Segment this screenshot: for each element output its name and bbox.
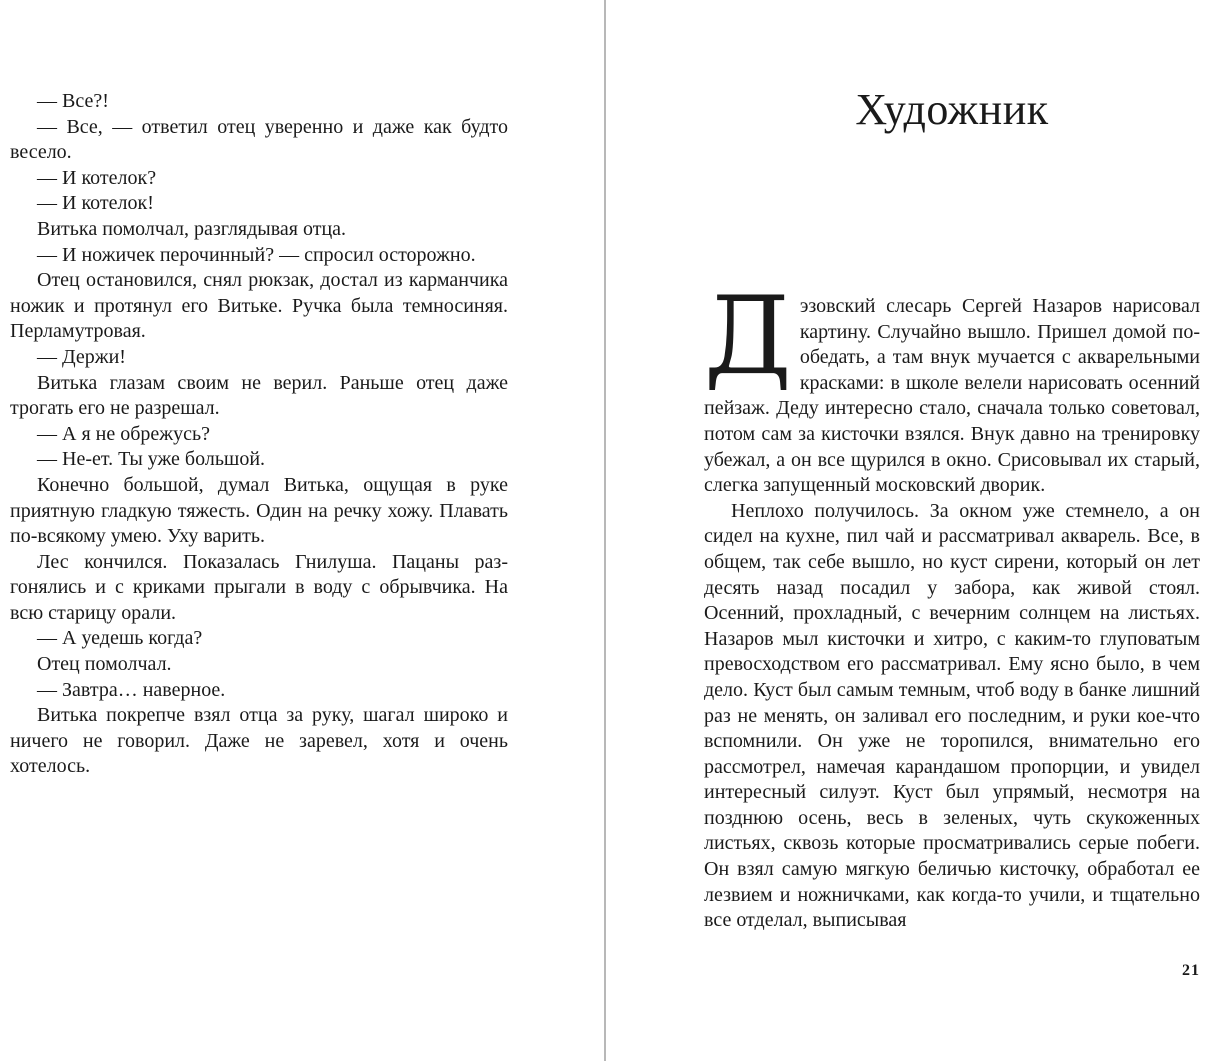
paragraph: Витька помолчал, разглядывая отца. [37,217,347,240]
first-paragraph-text: эзовский слесарь Сергей Назаров нарисовал картину. Случайно вышло. Пришел домой пообедать, а там внук мучается с акварельными красками: в школе велели нарисовать осенний пейзаж. Деду интересно стало, сначала только советовал, потом сам за кисточки взялся. Внук давно на тренировку убежал, а он все щурился в окно. Срисовывал их старый, слегка запущенный московский дворик. [704,295,1200,497]
right-page [704,0,1200,1061]
paragraph: — И котелок? [37,166,157,189]
paragraph: Витька покрепче взял отца за руку, шагал широко и ничего не говорил. Даже не заревел, хотя и очень хотелось. [10,704,508,778]
paragraph: Конечно большой, думал Витька, ощущая в руке приятную гладкую тяжесть. Один на речку хожу. Плавать по-всякому умею. Уху варить. [10,473,508,548]
paragraph: — Завтра… наверное. [37,678,226,701]
drop-cap: Д [704,274,792,399]
paragraph: — Не-ет. Ты уже большой. [37,448,266,471]
paragraph: Витька глазам своим не верил. Раньше отец даже трогать его не разрешал. [10,371,508,420]
left-page [10,0,508,1061]
paragraph: Лес кончился. Показалась Гнилуша. Пацаны разгонялись и с криками прыгали в воду с обрывчика. На всю старицу орали. [10,550,508,624]
paragraph: — И котелок! [37,192,154,215]
paragraph: — И ножичек перочинный? — спросил осторожно. [37,243,476,266]
paragraph: Отец остановился, снял рюкзак, достал из карманчика ножик и протянул его Витьке. Ручка была темносиняя. Перламутровая. [10,269,508,343]
book-gutter [604,0,606,1061]
page-number: 21 [1182,962,1200,979]
paragraph: — Все?! [37,90,109,112]
paragraph: — А я не обрежусь? [37,422,210,445]
paragraph: — Держи! [37,345,126,368]
paragraph: — А уедешь когда? [37,627,203,650]
paragraph: Неплохо получилось. За окном уже стемнело, а он сидел на кухне, пил чай и рассматривал акварель. Все, в общем, так себе вышло, но куст сирени, который он лет десять назад посадил у забора, как живой стоял. Осенний, прохладный, с вечерним солнцем на листьях. Назаров мыл кисточки и хитро, с каким-то глуповатым превосходством его рассматривал. Ему ясно было, в чем дело. Куст был самым темным, чтоб воду в банке лишний раз не менять, он заливал его последним, и руки кое-что вспомнили. Он уже не торопился, внимательно его рассмотрел, намечая карандашом пропорции, и увидел интересный силуэт. Куст был упрямый, несмотря на позднюю осень, весь в зеленых, чуть скукоженных листьях, сквозь которые просматривались серые побеги. Он взял самую мягкую беличью кисточку, обработал ее лезвием и ножничками, как когда-то учили, и тщательно все отделал, выписывая [704,499,1200,932]
left-page-text [10,89,508,780]
chapter-title: Художник [855,85,1049,134]
paragraph: — Все, — ответил отец уверенно и даже как будто весело. [10,115,508,164]
paragraph: Отец помолчал. [37,653,172,676]
first-paragraph [704,274,1200,499]
right-page-text [704,274,1200,934]
